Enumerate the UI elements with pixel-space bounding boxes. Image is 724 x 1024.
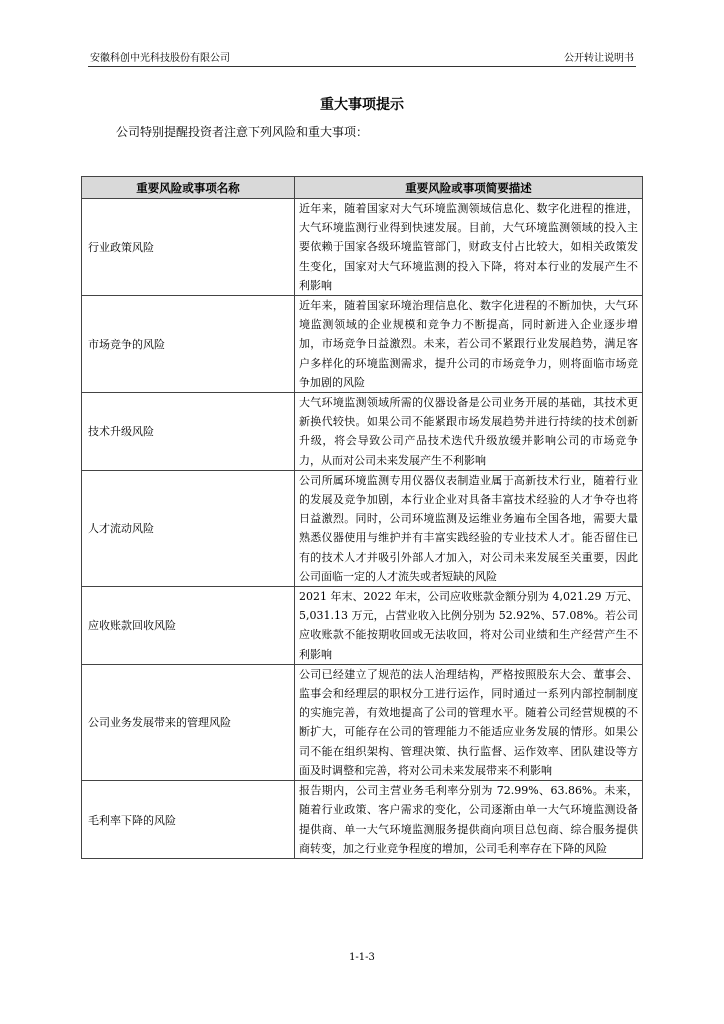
risk-name: 技术升级风险 [82, 393, 295, 471]
risk-description: 近年来，随着国家环境治理信息化、数字化进程的不断加快，大气环境监测领域的企业规模和竞争力不断提高，同时新进入企业逐步增加，市场竞争日益激烈。未来，若公司不紧跟行业发展趋势，满足客户多样化的环境监测需求，提升公司的市场竞争力，则将面临市场竞争加剧的风险 [295, 296, 643, 393]
table-row [82, 587, 643, 665]
page-header [88, 52, 636, 67]
table-row [82, 470, 643, 586]
risk-name: 公司业务发展带来的管理风险 [82, 664, 295, 780]
risk-name: 市场竞争的风险 [82, 296, 295, 393]
risk-name: 行业政策风险 [82, 199, 295, 296]
risk-name: 毛利率下降的风险 [82, 781, 295, 859]
table-row [82, 199, 643, 296]
company-name: 安徽科创中光科技股份有限公司 [90, 53, 230, 64]
table-row [82, 664, 643, 780]
table-row [82, 296, 643, 393]
table-row [82, 781, 643, 859]
intro-text: 公司特别提醒投资者注意下列风险和重大事项： [116, 125, 369, 139]
risk-description: 2021 年末、2022 年末，公司应收账款金额分别为 4,021.29 万元、5,031.13 万元，占营业收入比例分别为 52.92%、57.08%。若公司应收账款不能按期收回或无法收回，将对公司业绩和生产经营产生不利影响 [295, 587, 643, 665]
page-title: 重大事项提示 [320, 97, 404, 113]
risk-description: 报告期内，公司主营业务毛利率分别为 72.99%、63.86%。未来，随着行业政策、客户需求的变化，公司逐渐由单一大气环境监测设备提供商、单一大气环境监测服务提供商向项目总包商、综合服务提供商转变，加之行业竞争程度的增加，公司毛利率存在下降的风险 [295, 781, 643, 859]
risk-table [81, 176, 643, 859]
page-number: 1-1-3 [349, 952, 375, 963]
risk-name: 应收账款回收风险 [82, 587, 295, 665]
risk-description: 公司所属环境监测专用仪器仪表制造业属于高新技术行业，随着行业的发展及竞争加剧，本行业企业对具备丰富技术经验的人才争夺也将日益激烈。同时，公司环境监测及运维业务遍布全国各地，需要大量熟悉仪器使用与维护并有丰富实践经验的专业技术人才。能否留住已有的技术人才并吸引外部人才加入，对公司未来发展至关重要，因此公司面临一定的人才流失或者短缺的风险 [295, 470, 643, 586]
risk-description: 大气环境监测领域所需的仪器设备是公司业务开展的基础，其技术更新换代较快。如果公司不能紧跟市场发展趋势并进行持续的技术创新升级，将会导致公司产品技术迭代升级放缓并影响公司的市场竞争力，从而对公司未来发展产生不利影响 [295, 393, 643, 471]
column-header-description: 重要风险或事项简要描述 [295, 177, 643, 199]
risk-description: 近年来，随着国家对大气环境监测领域信息化、数字化进程的推进，大气环境监测行业得到快速发展。目前，大气环境监测领域的投入主要依赖于国家各级环境监管部门，财政支付占比较大，如相关政策发生变化，国家对大气环境监测的投入下降，将对本行业的发展产生不利影响 [295, 199, 643, 296]
column-header-name: 重要风险或事项名称 [82, 177, 295, 199]
table-row [82, 393, 643, 471]
document-name: 公开转让说明书 [564, 53, 634, 64]
risk-description: 公司已经建立了规范的法人治理结构，严格按照股东大会、董事会、监事会和经理层的职权分工进行运作，同时通过一系列内部控制制度的实施完善，有效地提高了公司的管理水平。随着公司经营规模的不断扩大，可能存在公司的管理能力不能适应业务发展的情形。如果公司不能在组织架构、管理决策、执行监督、运作效率、团队建设等方面及时调整和完善，将对公司未来发展带来不利影响 [295, 664, 643, 780]
table-header-row [82, 177, 643, 199]
risk-name: 人才流动风险 [82, 470, 295, 586]
